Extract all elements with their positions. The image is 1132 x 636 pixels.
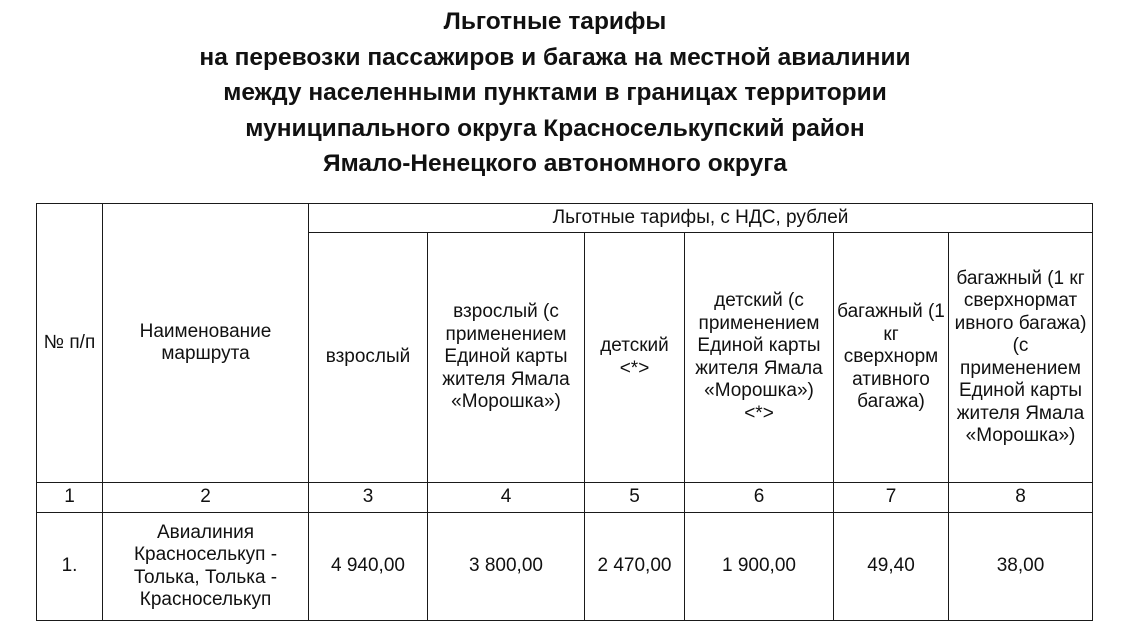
column-number: 3: [309, 483, 428, 513]
row-number: 1.: [37, 513, 103, 621]
column-number: 6: [685, 483, 834, 513]
header-row-group: [37, 204, 1093, 233]
column-number-row: [37, 483, 1093, 513]
table-row: [37, 513, 1093, 621]
tariff-child-moroshka: 1 900,00: [685, 513, 834, 621]
header-tariff-group: Льготные тарифы, с НДС, рублей: [309, 204, 1093, 233]
tariff-baggage-moroshka: 38,00: [949, 513, 1093, 621]
route-name: Авиалиния Красноселькуп - Толька, Толька - Красноселькуп: [103, 513, 309, 621]
column-number: 8: [949, 483, 1093, 513]
header-adult-moroshka: взрослый (с применением Единой карты жителя Ямала «Морошка»): [428, 233, 585, 483]
document-title: [0, 4, 1110, 182]
column-number: 2: [103, 483, 309, 513]
column-number: 7: [834, 483, 949, 513]
tariff-adult: 4 940,00: [309, 513, 428, 621]
header-route-name: Наименование маршрута: [103, 204, 309, 483]
column-number: 1: [37, 483, 103, 513]
title-line: на перевозки пассажиров и багажа на местной авиалинии: [199, 43, 911, 71]
tariff-baggage: 49,40: [834, 513, 949, 621]
header-number: № п/п: [37, 204, 103, 483]
header-child: детский <*>: [585, 233, 685, 483]
title-line: между населенными пунктами в границах территории: [223, 79, 887, 106]
header-baggage: багажный (1 кг сверхнорм ативного багажа): [834, 233, 949, 483]
title-line: Ямало-Ненецкого автономного округа: [322, 150, 788, 177]
column-number: 4: [428, 483, 585, 513]
tariff-adult-moroshka: 3 800,00: [428, 513, 585, 621]
header-child-moroshka: детский (с применением Единой карты жителя Ямала «Морошка») <*>: [685, 233, 834, 483]
tariffs-table: [36, 203, 1093, 621]
tariff-child: 2 470,00: [585, 513, 685, 621]
title-line: Льготные тарифы: [443, 8, 667, 35]
column-number: 5: [585, 483, 685, 513]
title-line: муниципального округа Красноселькупский район: [245, 114, 865, 142]
header-adult: взрослый: [309, 233, 428, 483]
header-baggage-moroshka: багажный (1 кг сверхнормат ивного багажа) (с применением Единой карты жителя Ямала «Морошка»): [949, 233, 1093, 483]
